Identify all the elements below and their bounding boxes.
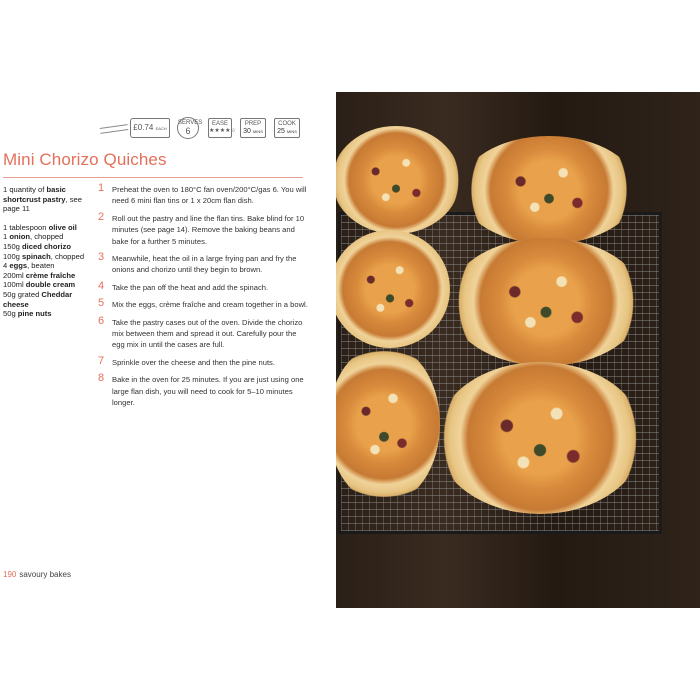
knife-icon [100,124,129,134]
prep-time-icon [240,118,266,138]
step-text: Sprinkle over the cheese and then the pine nuts. [112,357,275,367]
recipe-info-strip [100,118,305,142]
quiche [436,362,644,514]
recipe-page [0,92,336,608]
step-text: Preheat the oven to 180°C fan oven/200°C/gas 6. You will need 6 mini flan tins or 1 x 20cm flan dish. [112,185,307,206]
method-step [96,299,308,310]
serves-value: 6 [185,126,191,136]
method-step [96,253,308,276]
step-text: Take the pastry cases out of the oven. Divide the chorizo mix between them and spread it out. Carefully pour the egg mix in until the cases are full. [112,317,303,350]
step-number: 1 [98,182,105,194]
recipe-title: Mini Chorizo Quiches [3,150,167,169]
step-number: 2 [98,210,105,223]
cost-currency-icon: £ [133,123,138,132]
prep-value: 30 MINS [243,128,263,135]
book-spread [0,92,700,608]
serves-icon [177,117,203,139]
method-step [96,374,308,408]
page-footer [3,570,71,579]
ingredient-item: 1 onion, chopped [3,232,64,242]
method-step [96,279,308,293]
ingredient-item: 4 eggs, beaten [3,261,55,271]
ingredient-item: 50g grated Cheddar cheese [3,289,73,309]
quiche [448,238,644,366]
step-text: Mix the eggs, crème fraîche and cream together in a bowl. [112,300,308,310]
ingredients-list [3,185,87,319]
step-number: 7 [98,354,105,367]
ingredient-item: 100ml double cream [3,280,76,290]
ease-stars: ★★★★☆ [209,128,236,134]
step-number: 4 [98,279,105,292]
ingredient-item: 1 tablespoon olive oil [3,222,77,232]
title-divider [3,177,303,178]
step-text: Roll out the pastry and line the flan tins. Bake blind for 10 minutes (see page 14). Remove the baking beans and bake for a further 5 minutes. [112,213,305,246]
ingredient-item: 200ml crème fraîche [3,270,76,280]
quiche [460,136,638,244]
step-number: 8 [98,372,105,385]
quiche [336,126,460,234]
step-number: 5 [98,297,105,310]
section-name: savoury bakes [19,570,71,579]
method-step [96,314,308,351]
method-step [96,210,308,247]
step-number: 6 [98,314,105,327]
recipe-photo [336,92,700,608]
page-number: 190 [3,570,17,579]
cook-label: COOK [278,121,296,127]
cook-value: 25 MINS [277,128,297,135]
cost-value: 0.74 [137,123,154,132]
ease-icon [208,118,236,138]
cook-time-icon [274,118,300,138]
method-steps [96,184,308,415]
ingredient-item: 50g pine nuts [3,309,52,319]
step-text: Meanwhile, heat the oil in a large frying pan and fry the onions and chorizo until they begin to brown. [112,254,297,275]
cost-unit: EACH [155,126,167,131]
method-step [96,354,308,368]
ingredient-item: 1 quantity of basic shortcrust pastry, see page 11 [3,185,82,214]
ingredient-item: 150g diced chorizo [3,241,71,251]
serves-label: SERVES [178,120,203,126]
step-text: Take the pan off the heat and add the spinach. [112,282,269,292]
step-text: Bake in the oven for 25 minutes. If you are just using one large flan dish, you will need to cook for 5–10 minutes longer. [112,375,304,408]
cost-tag-icon [130,118,170,138]
ingredient-item: 100g spinach, chopped [3,251,85,261]
step-number: 3 [98,251,105,264]
prep-label: PREP [244,121,262,127]
ease-label: EASE [211,121,228,127]
method-step [96,184,308,207]
